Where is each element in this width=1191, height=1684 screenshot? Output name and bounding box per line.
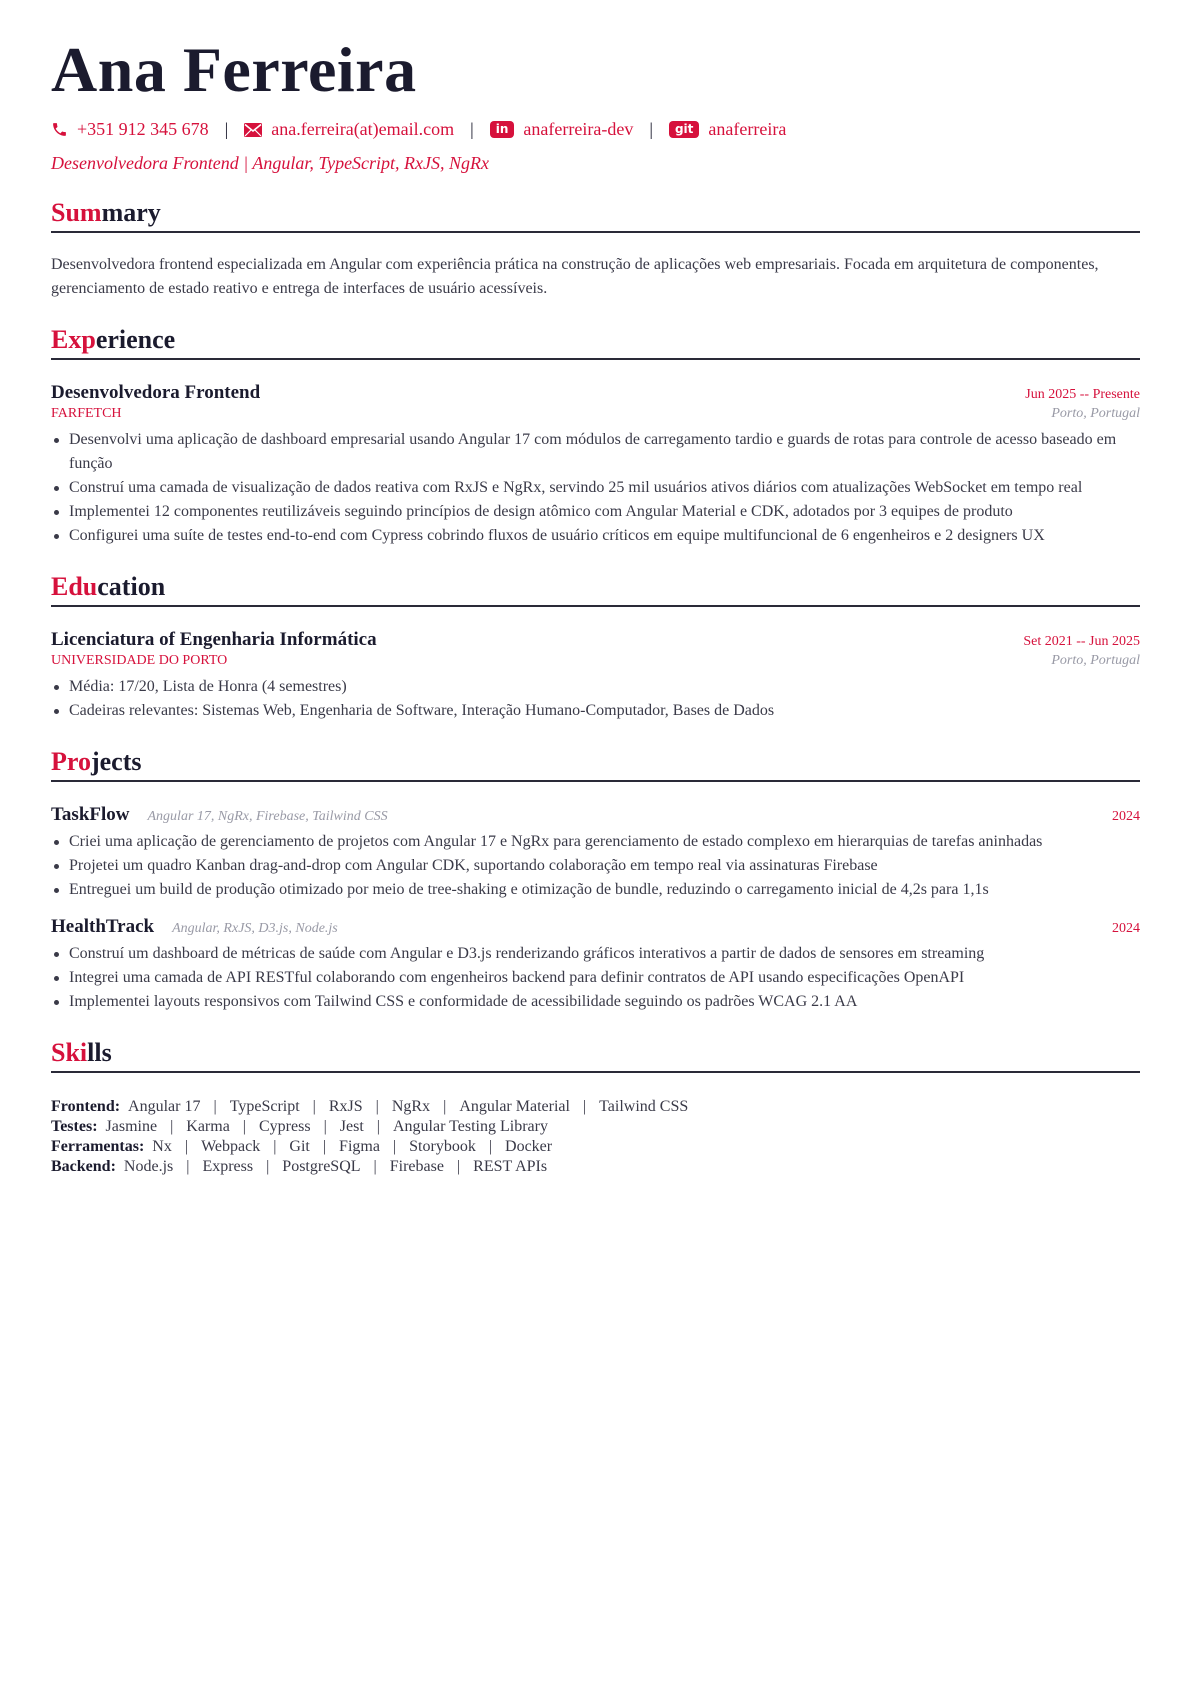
project-date: 2024: [1112, 921, 1140, 936]
project-bullets: [51, 942, 1140, 1014]
project-tech: Angular, RxJS, D3.js, Node.js: [172, 921, 338, 936]
skill-separator: |: [213, 1098, 217, 1115]
skill-separator: |: [184, 1138, 189, 1155]
summary-section: [51, 196, 1140, 301]
skill-item: Git: [289, 1138, 310, 1155]
skill-separator: |: [443, 1098, 447, 1115]
skill-item: Angular 17: [128, 1098, 201, 1115]
school-location: Porto, Portugal: [1051, 653, 1140, 668]
candidate-name: [51, 34, 1140, 105]
project-tech: Angular 17, NgRx, Firebase, Tailwind CSS: [147, 809, 388, 824]
section-title-rest: erience: [95, 325, 176, 354]
section-title-rest: cation: [97, 572, 166, 601]
section-title-rest: lls: [87, 1038, 112, 1067]
contact-phone[interactable]: [51, 119, 209, 140]
contact-email[interactable]: [244, 119, 454, 140]
skill-separator: |: [186, 1158, 190, 1175]
list-item: Desenvolvi uma aplicação de dashboard empresarial usando Angular 17 com módulos de carregamento tardio e guards de rotas para controle de acesso baseado em função: [69, 428, 1140, 476]
skill-separator: |: [392, 1138, 397, 1155]
skill-item: RxJS: [328, 1098, 363, 1115]
linkedin-icon: in: [490, 121, 515, 138]
experience-section: [51, 323, 1140, 548]
linkedin-text: anaferreira-dev: [523, 119, 634, 139]
section-title-rest: jects: [90, 747, 142, 776]
skill-item: Docker: [505, 1138, 553, 1155]
skill-item: REST APIs: [473, 1158, 548, 1175]
skill-separator: |: [376, 1118, 380, 1135]
skill-separator: |: [323, 1118, 327, 1135]
contact-linkedin[interactable]: [490, 119, 634, 140]
contact-git[interactable]: [669, 119, 786, 140]
section-title-accent: Pro: [51, 747, 91, 776]
summary-text: Desenvolvedora frontend especializada em Angular com experiência prática na construção de aplicações web empresariais. Focada em arquitetura de componentes, gerenciamento de estado reativo e entrega de interfaces de usuário acessíveis.: [51, 256, 1099, 297]
skill-row: [51, 1097, 1140, 1117]
job-date: Jun 2025 -- Presente: [1025, 387, 1140, 402]
skill-item: TypeScript: [229, 1098, 300, 1115]
skill-separator: |: [242, 1118, 246, 1135]
skill-item: NgRx: [391, 1098, 431, 1115]
list-item: Média: 17/20, Lista de Honra (4 semestres): [69, 675, 1140, 699]
skill-category: Backend:: [51, 1158, 116, 1175]
skill-item: PostgreSQL: [282, 1158, 361, 1175]
skill-item: Angular Material: [459, 1098, 570, 1115]
skill-item: Webpack: [201, 1138, 261, 1155]
list-item: Construí um dashboard de métricas de saúde com Angular e D3.js renderizando gráficos interativos a partir de dados de sensores em streaming: [69, 942, 1140, 966]
skill-separator: |: [582, 1098, 587, 1115]
skill-separator: |: [375, 1098, 379, 1115]
experience-entry: [51, 382, 1140, 548]
company-name: FARFETCH: [51, 406, 122, 421]
job-title: Desenvolvedora Frontend: [51, 382, 261, 403]
section-title-accent: Edu: [51, 572, 98, 601]
school-name: UNIVERSIDADE DO PORTO: [51, 653, 228, 668]
list-item: Configurei uma suíte de testes end-to-end com Cypress cobrindo fluxos de usuário críticos em equipe multifuncional de 6 engenheiros e 2 designers UX: [69, 524, 1140, 548]
skill-item: Storybook: [409, 1138, 476, 1155]
degree-title: Licenciatura of Engenharia Informática: [51, 629, 377, 650]
education-section: [51, 570, 1140, 723]
section-title: [51, 570, 1140, 607]
skill-separator: |: [488, 1138, 493, 1155]
education-bullets: [51, 675, 1140, 723]
contact-bar: [51, 119, 1140, 140]
skill-item: Jasmine: [105, 1118, 158, 1135]
git-text: anaferreira: [708, 119, 787, 139]
first-name: Ana: [51, 34, 167, 105]
project-entry: [51, 804, 1140, 902]
list-item: Criei uma aplicação de gerenciamento de projetos com Angular 17 e NgRx para gerenciamento de estado complexo em hierarquias de tarefas aninhadas: [69, 830, 1140, 854]
project-entry: [51, 916, 1140, 1014]
list-item: Construí uma camada de visualização de dados reativa com RxJS e NgRx, servindo 25 mil usuários ativos diários com atualizações WebSocket em tempo real: [69, 476, 1140, 500]
skill-separator: |: [273, 1138, 277, 1155]
tagline: Desenvolvedora Frontend | Angular, TypeScript, RxJS, NgRx: [51, 153, 490, 173]
email-text: ana.ferreira(at)email.com: [271, 119, 455, 139]
list-item: Implementei 12 componentes reutilizáveis seguindo princípios de design atômico com Angular Material e CDK, adotados por 3 equipes de produto: [69, 500, 1140, 524]
skills-section: [51, 1036, 1140, 1177]
skill-row: [51, 1117, 1140, 1137]
skill-item: Node.js: [123, 1158, 174, 1175]
degree-date: Set 2021 -- Jun 2025: [1023, 634, 1140, 649]
project-name: HealthTrack: [51, 916, 155, 937]
phone-icon: [51, 121, 68, 138]
section-title-accent: Sum: [51, 198, 102, 227]
skill-row: [51, 1137, 1140, 1157]
phone-text: +351 912 345 678: [77, 119, 209, 139]
skill-item: Express: [202, 1158, 254, 1175]
skill-separator: |: [322, 1138, 327, 1155]
skill-category: Ferramentas:: [51, 1138, 145, 1155]
skill-separator: |: [170, 1118, 174, 1135]
section-title: [51, 196, 1140, 233]
section-title-rest: mary: [101, 198, 161, 227]
section-title: [51, 745, 1140, 782]
last-name: Ferreira: [182, 34, 417, 105]
skill-separator: |: [456, 1158, 461, 1175]
skill-item: Jest: [339, 1118, 364, 1135]
project-date: 2024: [1112, 809, 1140, 824]
project-name: TaskFlow: [51, 804, 130, 825]
skill-item: Tailwind CSS: [599, 1098, 689, 1115]
list-item: Projetei um quadro Kanban drag-and-drop com Angular CDK, suportando colaboração em tempo real via assinaturas Firebase: [69, 854, 1140, 878]
section-title: [51, 323, 1140, 360]
skill-item: Firebase: [389, 1158, 444, 1175]
section-title-accent: Exp: [51, 325, 96, 354]
skill-separator: |: [312, 1098, 316, 1115]
education-entry: [51, 629, 1140, 723]
skill-category: Frontend:: [51, 1098, 121, 1115]
list-item: Entreguei um build de produção otimizado por meio de tree-shaking e otimização de bundle, reduzindo o carregamento inicial de 4,2s para 1,1s: [69, 878, 1140, 902]
contact-separator: |: [470, 119, 474, 139]
contact-separator: |: [649, 119, 653, 139]
skill-separator: |: [373, 1158, 377, 1175]
list-item: Implementei layouts responsivos com Tailwind CSS e conformidade de acessibilidade seguindo os padrões WCAG 2.1 AA: [69, 990, 1140, 1014]
project-bullets: [51, 830, 1140, 902]
skill-category: Testes:: [51, 1118, 98, 1135]
section-title-accent: Ski: [51, 1038, 88, 1067]
skill-item: Karma: [186, 1118, 230, 1135]
skill-row: [51, 1157, 1140, 1177]
skill-item: Nx: [152, 1138, 172, 1155]
skill-item: Figma: [339, 1138, 380, 1155]
skill-item: Angular Testing Library: [392, 1118, 548, 1135]
contact-separator: |: [224, 119, 229, 139]
skill-separator: |: [266, 1158, 270, 1175]
section-title: [51, 1036, 1140, 1073]
list-item: Integrei uma camada de API RESTful colaborando com engenheiros backend para definir contratos de API usando especificações OpenAPI: [69, 966, 1140, 990]
skill-item: Cypress: [259, 1118, 311, 1135]
list-item: Cadeiras relevantes: Sistemas Web, Engenharia de Software, Interação Humano-Computador, Bases de Dados: [69, 699, 1140, 723]
git-icon: git: [669, 121, 699, 138]
skills-list: [51, 1097, 1140, 1177]
job-bullets: [51, 428, 1140, 548]
envelope-icon: [244, 123, 262, 137]
job-location: Porto, Portugal: [1051, 406, 1140, 421]
projects-section: [51, 745, 1140, 1014]
